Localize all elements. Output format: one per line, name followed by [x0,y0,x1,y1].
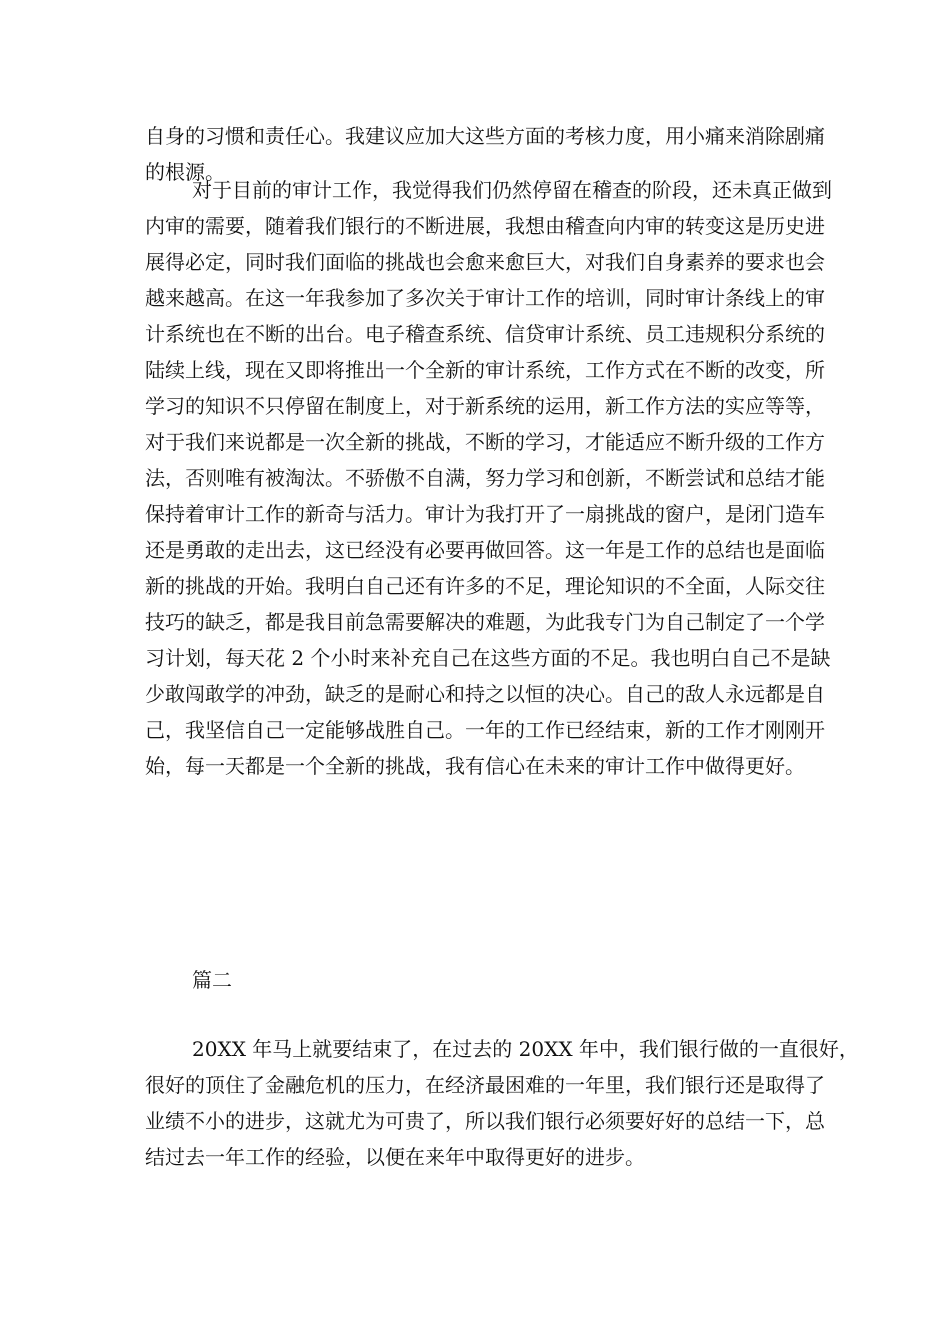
text-line: 20XX 年马上就要结束了，在过去的 20XX 年中，我们银行做的一直很好， [192,1037,859,1061]
text-line: 习计划，每天花 2 个小时来补充自己在这些方面的不足。我也明白自己不是缺 [145,646,831,670]
text-line: 越来越高。在这一年我参加了多次关于审计工作的培训，同时审计条线上的审 [145,286,825,310]
text-line: 法，否则唯有被淘汰。不骄傲不自满，努力学习和创新，不断尝试和总结才能 [145,466,825,490]
section-heading: 篇二 [192,968,232,992]
text-line: 陆续上线，现在又即将推出一个全新的审计系统，工作方式在不断的改变，所 [145,358,825,382]
text-line: 对于目前的审计工作，我觉得我们仍然停留在稽查的阶段，还未真正做到 [192,178,832,202]
paragraph-bank-summary [145,1031,859,1175]
text-line: 计系统也在不断的出台。电子稽查系统、信贷审计系统、员工违规积分系统的 [145,322,825,346]
text-line: 始，每一天都是一个全新的挑战，我有信心在未来的审计工作中做得更好。 [145,754,805,778]
text-line: 自身的习惯和责任心。我建议应加大这些方面的考核力度，用小痛来消除剧痛 [145,124,825,148]
text-line: 还是勇敢的走出去，这已经没有必要再做回答。这一年是工作的总结也是面临 [145,538,825,562]
text-line: 新的挑战的开始。我明白自己还有许多的不足，理论知识的不全面，人际交往 [145,574,825,598]
text-line: 对于我们来说都是一次全新的挑战，不断的学习，才能适应不断升级的工作方 [145,430,825,454]
text-line: 学习的知识不只停留在制度上，对于新系统的运用，新工作方法的实应等等， [145,394,825,418]
text-line: 技巧的缺乏，都是我目前急需要解决的难题，为此我专门为自己制定了一个学 [145,610,825,634]
text-line: 的根源。 [145,160,225,184]
text-line: 很好的顶住了金融危机的压力，在经济最困难的一年里，我们银行还是取得了 [145,1073,825,1097]
paragraph-audit-work [145,172,832,784]
text-line: 己，我坚信自己一定能够战胜自己。一年的工作已经结束，新的工作才刚刚开 [145,718,825,742]
text-line: 结过去一年工作的经验，以便在来年中取得更好的进步。 [145,1145,645,1169]
text-line: 保持着审计工作的新奇与活力。审计为我打开了一扇挑战的窗户，是闭门造车 [145,502,825,526]
text-line: 少敢闯敢学的冲劲，缺乏的是耐心和持之以恒的决心。自己的敌人永远都是自 [145,682,825,706]
text-line: 展得必定，同时我们面临的挑战也会愈来愈巨大，对我们自身素养的要求也会 [145,250,825,274]
text-line: 内审的需要，随着我们银行的不断进展，我想由稽查向内审的转变这是历史进 [145,214,825,238]
text-line: 业绩不小的进步，这就尤为可贵了，所以我们银行必须要好好的总结一下，总 [145,1109,825,1133]
